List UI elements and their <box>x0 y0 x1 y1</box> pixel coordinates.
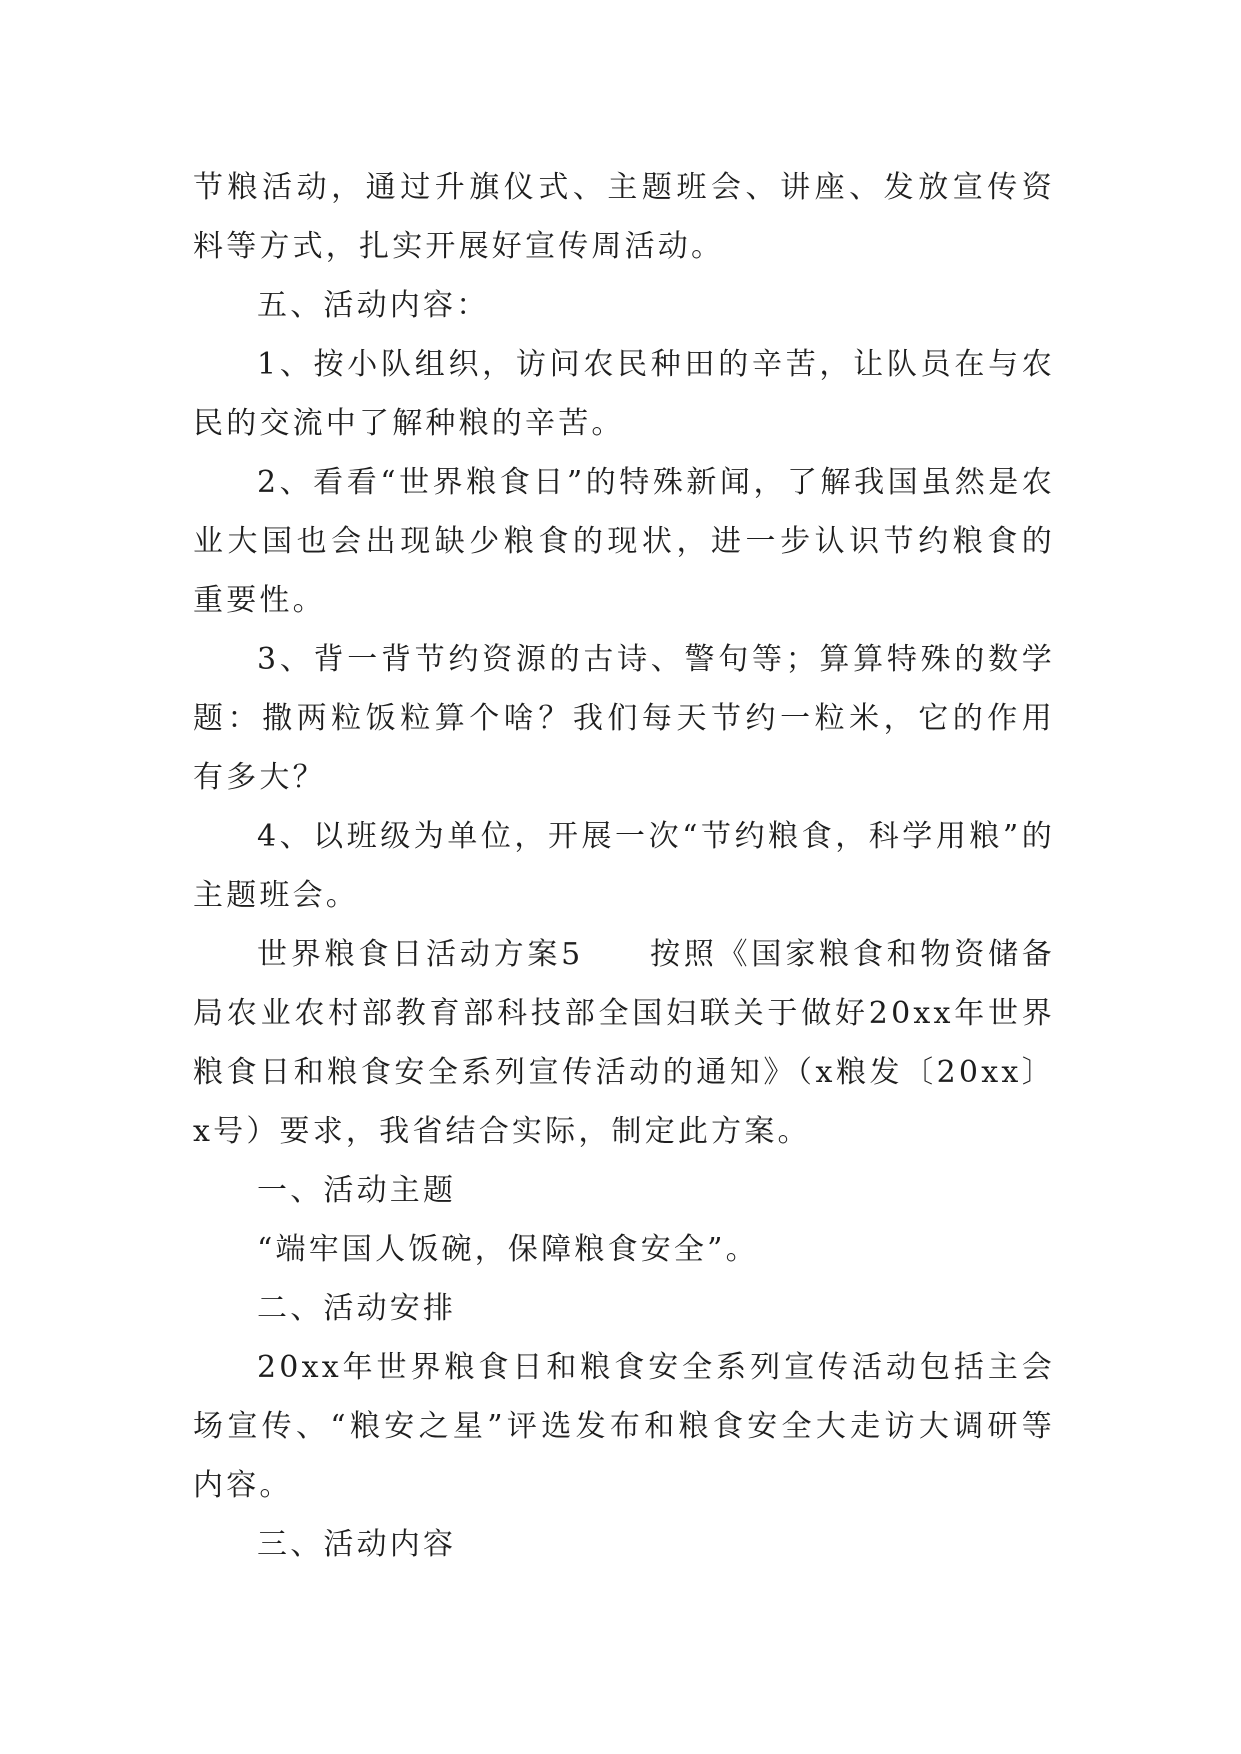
document-body <box>193 158 1055 1574</box>
paragraph-intro: 节粮活动，通过升旗仪式、主题班会、讲座、发放宣传资料等方式，扎实开展好宣传周活动。 <box>193 170 1055 264</box>
heading-content: 三、活动内容 <box>257 1527 457 1562</box>
list-item-2: 2、看看“世界粮食日”的特殊新闻，了解我国虽然是农业大国也会出现缺少粮食的现状，进一步认识节约粮食的重要性。 <box>193 465 1055 618</box>
arrangement-text: 20xx年世界粮食日和粮食安全系列宣传活动包括主会场宣传、“粮安之星”评选发布和粮食安全大走访大调研等内容。 <box>193 1350 1055 1503</box>
list-item-1: 1、按小队组织，访问农民种田的辛苦，让队员在与农民的交流中了解种粮的辛苦。 <box>193 347 1055 441</box>
section-heading: 世界粮食日活动方案5 <box>257 937 584 972</box>
heading-arrangement: 二、活动安排 <box>257 1291 457 1326</box>
theme-slogan: “端牢国人饭碗，保障粮食安全”。 <box>257 1232 759 1267</box>
section-body: 按照《国家粮食和物资储备局农业农村部教育部科技部全国妇联关于做好20xx年世界粮食日和粮食安全系列宣传活动的通知》（x粮发〔20xx〕x号）要求，我省结合实际，制定此方案。 <box>193 937 1055 1149</box>
section-paragraph <box>193 925 1055 1161</box>
heading-theme: 一、活动主题 <box>257 1173 457 1208</box>
list-item-4: 4、以班级为单位，开展一次“节约粮食，科学用粮”的主题班会。 <box>193 819 1055 913</box>
heading-activity-content: 五、活动内容： <box>257 288 490 323</box>
list-item-3: 3、背一背节约资源的古诗、警句等；算算特殊的数学题：撒两粒饭粒算个啥？我们每天节约一粒米，它的作用有多大？ <box>193 642 1055 795</box>
